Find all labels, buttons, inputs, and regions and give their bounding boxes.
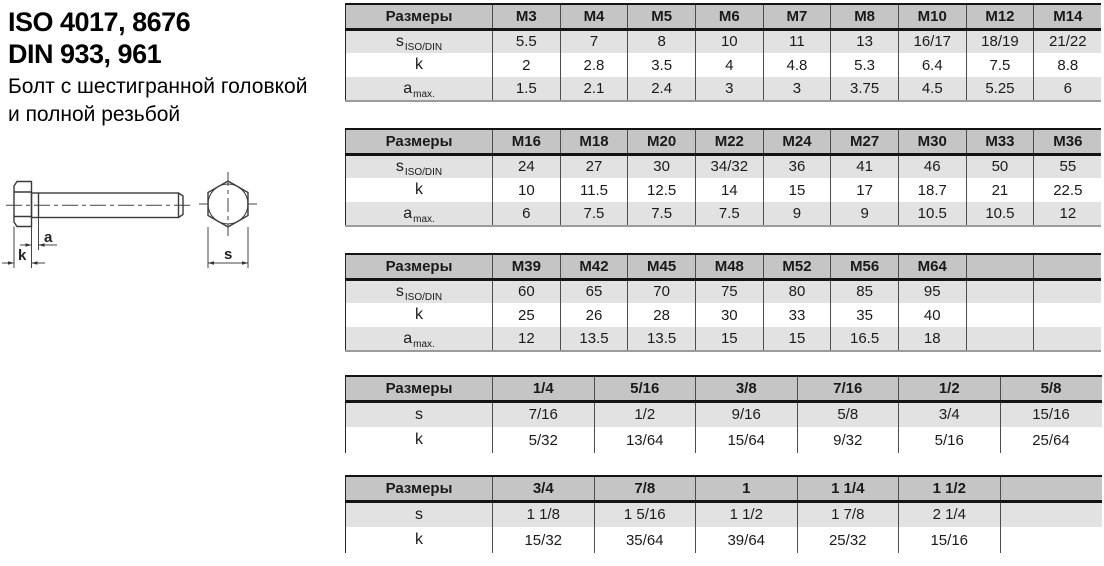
header-label-cell: Размеры: [346, 4, 493, 29]
row-label-symbol: k: [415, 431, 423, 448]
value-cell: 7.5: [560, 202, 628, 226]
value-cell: 1 7/8: [797, 501, 899, 527]
value-cell: 5.5: [493, 29, 561, 53]
value-cell: 3/4: [899, 401, 1001, 427]
value-cell: 1/2: [594, 401, 696, 427]
value-cell: 12: [493, 327, 561, 351]
dimension-table-imperial-quarter-to-5-8: [345, 375, 1102, 453]
value-cell: 65: [560, 279, 628, 303]
dimension-label-a: a: [44, 229, 53, 246]
size-header-cell: M20: [628, 129, 696, 154]
row-label-symbol: k: [415, 181, 423, 198]
value-cell: 8.8: [1034, 53, 1102, 77]
row-label-cell: [346, 303, 493, 327]
value-cell: 28: [628, 303, 696, 327]
row-label-symbol: s: [415, 405, 423, 423]
size-header-cell: M8: [831, 4, 899, 29]
value-cell: 10: [695, 29, 763, 53]
value-cell: 5/8: [797, 401, 899, 427]
value-cell: 5.3: [831, 53, 899, 77]
value-cell: 30: [695, 303, 763, 327]
value-cell: [966, 327, 1034, 351]
table-row: [346, 77, 1102, 101]
value-cell: 8: [628, 29, 696, 53]
product-description-line1: Болт с шестигранной головкой: [8, 75, 308, 98]
value-cell: [1000, 501, 1102, 527]
size-header-cell: M10: [898, 4, 966, 29]
size-header-cell: 1: [696, 476, 798, 501]
value-cell: 12: [1034, 202, 1102, 226]
value-cell: 60: [493, 279, 561, 303]
value-cell: 3.75: [831, 77, 899, 101]
value-cell: 7: [560, 29, 628, 53]
value-cell: 9/16: [696, 401, 798, 427]
dimension-table-metric-m16-m36: [345, 128, 1101, 227]
value-cell: 41: [831, 154, 899, 178]
value-cell: 18.7: [898, 178, 966, 202]
product-description-line2: и полной резьбой: [8, 103, 181, 126]
table-row: [346, 279, 1102, 303]
value-cell: 4: [695, 53, 763, 77]
value-cell: 10.5: [966, 202, 1034, 226]
row-label-cell: [346, 53, 493, 77]
row-label-cell: [346, 178, 493, 202]
row-label-subscript: ISO/DIN: [404, 166, 443, 178]
value-cell: 25/32: [797, 527, 899, 553]
dimension-label-k: k: [18, 247, 27, 264]
size-header-cell: 1 1/4: [797, 476, 899, 501]
value-cell: 9/32: [797, 427, 899, 453]
value-cell: 1.5: [493, 77, 561, 101]
value-cell: 11.5: [560, 178, 628, 202]
value-cell: [1034, 327, 1102, 351]
value-cell: 24: [493, 154, 561, 178]
size-header-cell: M33: [966, 129, 1034, 154]
size-header-cell: 7/8: [594, 476, 696, 501]
value-cell: [1034, 303, 1102, 327]
value-cell: 2.4: [628, 77, 696, 101]
value-cell: 34/32: [695, 154, 763, 178]
value-cell: 17: [831, 178, 899, 202]
dimension-table-metric-m3-m14: [345, 3, 1101, 102]
table-imperial-large: [345, 475, 1101, 553]
row-label-subscript: max.: [413, 88, 435, 100]
value-cell: 85: [831, 279, 899, 303]
table-row: [346, 501, 1102, 527]
value-cell: 15/16: [899, 527, 1001, 553]
value-cell: [1034, 279, 1102, 303]
row-label-subscript: max.: [413, 338, 435, 350]
row-label-cell: [346, 154, 493, 178]
value-cell: 40: [898, 303, 966, 327]
size-header-cell: M42: [560, 254, 628, 279]
value-cell: 21: [966, 178, 1034, 202]
value-cell: 46: [898, 154, 966, 178]
table-row: [346, 401, 1102, 427]
size-header-cell: M39: [493, 254, 561, 279]
header-label-cell: Размеры: [346, 129, 493, 154]
size-header-cell: M48: [695, 254, 763, 279]
value-cell: 30: [628, 154, 696, 178]
value-cell: 3.5: [628, 53, 696, 77]
row-label-cell: [346, 327, 493, 351]
row-label-cell: [346, 527, 493, 553]
dimension-label-s: s: [224, 246, 233, 263]
row-label-symbol: k: [415, 306, 423, 323]
row-label-symbol: s: [415, 505, 423, 523]
value-cell: 50: [966, 154, 1034, 178]
value-cell: 16.5: [831, 327, 899, 351]
value-cell: 5/16: [899, 427, 1001, 453]
value-cell: 11: [763, 29, 831, 53]
size-header-cell: M16: [493, 129, 561, 154]
row-label-cell: [346, 279, 493, 303]
row-label-symbol: k: [415, 531, 423, 548]
title-block: [8, 6, 338, 129]
value-cell: 25: [493, 303, 561, 327]
size-header-cell: M14: [1034, 4, 1102, 29]
row-label-subscript: max.: [413, 213, 435, 225]
table-row: [346, 327, 1102, 351]
standard-din: DIN 933, 961: [8, 39, 162, 69]
value-cell: 15: [763, 178, 831, 202]
size-header-cell: M22: [695, 129, 763, 154]
value-cell: 1 1/8: [493, 501, 595, 527]
value-cell: 27: [560, 154, 628, 178]
row-label-symbol: s: [395, 32, 404, 50]
size-header-cell: 1 1/2: [899, 476, 1001, 501]
value-cell: 15/32: [493, 527, 595, 553]
value-cell: 16/17: [898, 29, 966, 53]
size-header-cell: M6: [695, 4, 763, 29]
row-label-symbol: k: [415, 56, 423, 73]
value-cell: 9: [763, 202, 831, 226]
size-header-cell: M3: [493, 4, 561, 29]
value-cell: 3: [763, 77, 831, 101]
size-header-cell: 7/16: [797, 376, 899, 401]
row-label-symbol: s: [395, 157, 404, 175]
row-label-cell: [346, 427, 493, 453]
value-cell: 70: [628, 279, 696, 303]
value-cell: 3: [695, 77, 763, 101]
table-row: [346, 29, 1102, 53]
value-cell: 4.5: [898, 77, 966, 101]
size-header-cell: M24: [763, 129, 831, 154]
row-label-symbol: s: [395, 282, 404, 300]
size-header-cell: 1/2: [899, 376, 1001, 401]
dimension-table-imperial-3-4-to-1-1-2: [345, 475, 1102, 553]
value-cell: 13.5: [628, 327, 696, 351]
table-row: [346, 178, 1102, 202]
size-header-cell: M4: [560, 4, 628, 29]
table-imperial-small: [345, 375, 1101, 453]
size-header-cell: 5/16: [594, 376, 696, 401]
size-header-cell: M36: [1034, 129, 1102, 154]
table-row: [346, 202, 1102, 226]
size-header-cell: [1034, 254, 1102, 279]
bolt-technical-drawing: [0, 160, 270, 340]
value-cell: 25/64: [1000, 427, 1102, 453]
value-cell: 80: [763, 279, 831, 303]
value-cell: 95: [898, 279, 966, 303]
bolt-head-side: [14, 182, 32, 227]
value-cell: 14: [695, 178, 763, 202]
value-cell: 7.5: [695, 202, 763, 226]
size-header-cell: [1000, 476, 1102, 501]
value-cell: 15/64: [696, 427, 798, 453]
value-cell: 55: [1034, 154, 1102, 178]
size-header-cell: M27: [831, 129, 899, 154]
value-cell: 12.5: [628, 178, 696, 202]
value-cell: 39/64: [696, 527, 798, 553]
size-header-cell: M64: [898, 254, 966, 279]
value-cell: 13: [831, 29, 899, 53]
value-cell: 10: [493, 178, 561, 202]
value-cell: 26: [560, 303, 628, 327]
table-metric-m39-m64: [345, 253, 1101, 352]
value-cell: 4.8: [763, 53, 831, 77]
value-cell: 13/64: [594, 427, 696, 453]
size-header-cell: [966, 254, 1034, 279]
row-label-symbol: a: [403, 204, 413, 222]
value-cell: 10.5: [898, 202, 966, 226]
bolt-drawing-svg: [0, 160, 270, 340]
value-cell: 35/64: [594, 527, 696, 553]
row-label-cell: [346, 501, 493, 527]
value-cell: 22.5: [1034, 178, 1102, 202]
value-cell: 36: [763, 154, 831, 178]
value-cell: 15: [695, 327, 763, 351]
size-header-cell: M30: [898, 129, 966, 154]
value-cell: 5/32: [493, 427, 595, 453]
row-label-cell: [346, 77, 493, 101]
size-header-cell: 5/8: [1000, 376, 1102, 401]
value-cell: 75: [695, 279, 763, 303]
table-metric-m3-m14: [345, 3, 1101, 102]
standard-iso: ISO 4017, 8676: [8, 7, 191, 37]
header-label-cell: Размеры: [346, 476, 493, 501]
value-cell: 7.5: [966, 53, 1034, 77]
value-cell: 2.8: [560, 53, 628, 77]
value-cell: 18: [898, 327, 966, 351]
row-label-cell: [346, 401, 493, 427]
header-label-cell: Размеры: [346, 254, 493, 279]
row-label-cell: [346, 202, 493, 226]
table-row: [346, 527, 1102, 553]
size-header-cell: 1/4: [493, 376, 595, 401]
size-header-cell: M45: [628, 254, 696, 279]
value-cell: [966, 279, 1034, 303]
table-row: [346, 154, 1102, 178]
value-cell: 7.5: [628, 202, 696, 226]
size-header-cell: M12: [966, 4, 1034, 29]
value-cell: 15: [763, 327, 831, 351]
row-label-symbol: a: [403, 329, 413, 347]
row-label-subscript: ISO/DIN: [404, 41, 443, 53]
table-row: [346, 427, 1102, 453]
size-header-cell: M7: [763, 4, 831, 29]
size-header-cell: M56: [831, 254, 899, 279]
value-cell: 1 1/2: [696, 501, 798, 527]
size-header-cell: M18: [560, 129, 628, 154]
row-label-cell: [346, 29, 493, 53]
table-row: [346, 303, 1102, 327]
value-cell: 6: [1034, 77, 1102, 101]
value-cell: 15/16: [1000, 401, 1102, 427]
value-cell: 13.5: [560, 327, 628, 351]
value-cell: 2.1: [560, 77, 628, 101]
value-cell: 2: [493, 53, 561, 77]
table-row: [346, 53, 1102, 77]
size-header-cell: M52: [763, 254, 831, 279]
value-cell: 18/19: [966, 29, 1034, 53]
value-cell: 6: [493, 202, 561, 226]
row-label-subscript: ISO/DIN: [404, 291, 443, 303]
size-header-cell: 3/4: [493, 476, 595, 501]
header-label-cell: Размеры: [346, 376, 493, 401]
value-cell: 7/16: [493, 401, 595, 427]
table-metric-m16-m36: [345, 128, 1101, 227]
value-cell: 2 1/4: [899, 501, 1001, 527]
value-cell: 21/22: [1034, 29, 1102, 53]
value-cell: 5.25: [966, 77, 1034, 101]
size-header-cell: 3/8: [696, 376, 798, 401]
value-cell: [1000, 527, 1102, 553]
value-cell: 35: [831, 303, 899, 327]
value-cell: 6.4: [898, 53, 966, 77]
value-cell: [966, 303, 1034, 327]
value-cell: 9: [831, 202, 899, 226]
size-header-cell: M5: [628, 4, 696, 29]
dimension-table-metric-m39-m64: [345, 253, 1101, 352]
value-cell: 33: [763, 303, 831, 327]
value-cell: 1 5/16: [594, 501, 696, 527]
row-label-symbol: a: [403, 79, 413, 97]
